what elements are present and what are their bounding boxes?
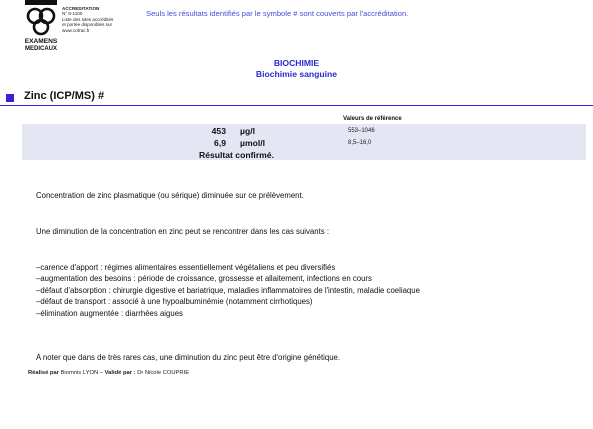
accreditation-line: ACCREDITATION <box>62 6 100 11</box>
result-unit: µg/l <box>240 126 255 136</box>
list-item: –défaut de transport : associé à une hypoalbuminémie (notamment cirrhotiques) <box>36 297 313 307</box>
validated-label: Validé par : <box>104 370 136 376</box>
comment-note: A noter que dans de très rares cas, une diminution du zinc peut être d'origine génétique. <box>36 353 341 362</box>
result-band <box>22 124 586 160</box>
footer-separator: – <box>99 370 104 376</box>
test-divider <box>0 105 593 106</box>
result-confirmation: Résultat confirmé. <box>199 150 274 160</box>
list-item: –augmentation des besoins : période de croissance, grossesse et allaitement, infections en cours <box>36 274 372 284</box>
result-unit: µmol/l <box>240 138 266 148</box>
section-title: BIOCHIMIE <box>273 58 320 68</box>
result-value: 453 <box>211 126 226 136</box>
performed-label: Réalisé par <box>28 370 59 376</box>
comment-intro: Concentration de zinc plasmatique (ou sérique) diminuée sur ce prélèvement. <box>36 191 304 200</box>
comment-cases-intro: Une diminution de la concentration en zinc peut se rencontrer dans les cas suivants : <box>36 227 329 236</box>
list-item: –élimination augmentée : diarrhées aigues <box>36 308 183 318</box>
test-marker-icon <box>6 94 14 102</box>
accreditation-info <box>62 6 140 33</box>
accreditation-line: Liste des sites accrédités <box>62 16 114 22</box>
accreditation-line: www.cofrac.fr <box>62 27 90 33</box>
list-item: –défaut d'absorption : chirurgie digestive et bariatrique, maladies inflammatoires de l'intestin, maladie coeliaque <box>36 285 420 295</box>
section-subtitle: Biochimie sanguine <box>255 69 338 79</box>
performed-by: Biomnis LYON <box>60 370 99 376</box>
cofrac-logo <box>24 0 58 52</box>
footer-signature <box>28 370 189 376</box>
list-item: –carence d'apport : régimes alimentaires essentiellement végétaliens et peu diversifiés <box>36 263 336 272</box>
accreditation-line: et portée disponibles sur <box>62 22 113 28</box>
reference-values-header: Valeurs de référence <box>343 116 402 122</box>
logo-text-line-2: MEDICAUX <box>24 46 58 52</box>
validated-by: Dr Nicole COUPRIE <box>137 370 190 376</box>
result-reference: 553–1046 <box>348 128 375 134</box>
comment-cases-list <box>36 262 420 319</box>
accreditation-note: Seuls les résultats identifiés par le symbole # sont couverts par l'accréditation. <box>146 9 409 18</box>
result-value: 6,9 <box>214 138 226 148</box>
logo-text-line-1: EXAMENS <box>24 38 58 45</box>
accreditation-line: N° 8-1100 <box>62 11 83 17</box>
test-title: Zinc (ICP/MS) # <box>24 90 105 102</box>
cofrac-logo-icon <box>24 0 58 52</box>
result-reference: 8,5–16,0 <box>348 140 372 146</box>
